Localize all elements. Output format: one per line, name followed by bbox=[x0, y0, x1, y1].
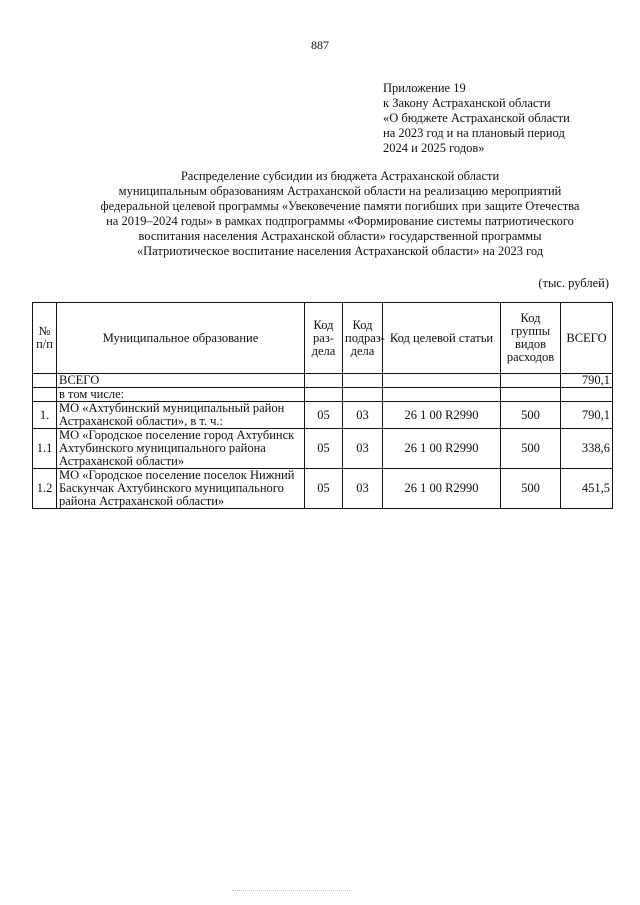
cell-subsection bbox=[343, 388, 383, 402]
title-line: федеральной целевой программы «Увековечение памяти погибших при защите Отечества bbox=[100, 199, 580, 213]
page-number: 887 bbox=[311, 38, 329, 52]
cell-municipality: МО «Городское поселение поселок Нижний Баскунчак Ахтубинского муниципального района Астраханской области» bbox=[57, 469, 305, 509]
appendix-line: на 2023 год и на плановый период bbox=[383, 126, 565, 140]
appendix-line: Приложение 19 bbox=[383, 81, 466, 95]
cell-target bbox=[383, 374, 501, 388]
cell-municipality: ВСЕГО bbox=[57, 374, 305, 388]
cell-total: 338,6 bbox=[561, 429, 613, 469]
cell-group: 500 bbox=[501, 469, 561, 509]
title-line: Распределение субсидии из бюджета Астраханской области bbox=[180, 169, 500, 183]
appendix-line: 2024 и 2025 годов» bbox=[383, 141, 485, 155]
cell-municipality: МО «Ахтубинский муниципальный район Астраханской области», в т. ч.: bbox=[57, 402, 305, 429]
cell-total: 790,1 bbox=[561, 374, 613, 388]
cell-section bbox=[305, 388, 343, 402]
cell-section bbox=[305, 374, 343, 388]
cell-total: 790,1 bbox=[561, 402, 613, 429]
header-num: № п/п bbox=[33, 303, 57, 374]
document-title bbox=[60, 169, 620, 259]
units-label: (тыс. рублей) bbox=[538, 276, 609, 290]
cell-num: 1.1 bbox=[33, 429, 57, 469]
cell-subsection: 03 bbox=[343, 402, 383, 429]
appendix-line: «О бюджете Астраханской области bbox=[383, 111, 570, 125]
cell-section: 05 bbox=[305, 429, 343, 469]
cell-group: 500 bbox=[501, 429, 561, 469]
cell-municipality: МО «Городское поселение город Ахтубинск Ахтубинского муниципального района Астраханской области» bbox=[57, 429, 305, 469]
cell-num bbox=[33, 374, 57, 388]
budget-table bbox=[32, 302, 613, 509]
cell-municipality: в том числе: bbox=[57, 388, 305, 402]
cell-total: 451,5 bbox=[561, 469, 613, 509]
header-section-code: Код раз-дела bbox=[305, 303, 343, 374]
table-row bbox=[33, 374, 613, 388]
title-line: муниципальным образованиям Астраханской области на реализацию мероприятий bbox=[118, 184, 562, 198]
cell-subsection: 03 bbox=[343, 469, 383, 509]
cell-num: 1. bbox=[33, 402, 57, 429]
header-target-code: Код целевой статьи bbox=[383, 303, 501, 374]
header-total: ВСЕГО bbox=[561, 303, 613, 374]
cell-num bbox=[33, 388, 57, 402]
cell-group bbox=[501, 374, 561, 388]
cell-target bbox=[383, 388, 501, 402]
scan-edge-mark bbox=[232, 890, 352, 891]
appendix-block bbox=[383, 81, 570, 156]
table-row bbox=[33, 469, 613, 509]
table-header-row bbox=[33, 303, 613, 374]
cell-target: 26 1 00 R2990 bbox=[383, 402, 501, 429]
cell-subsection: 03 bbox=[343, 429, 383, 469]
cell-subsection bbox=[343, 374, 383, 388]
title-line: на 2019–2024 годы» в рамках подпрограммы «Формирование системы патриотического bbox=[106, 214, 574, 228]
title-line: «Патриотическое воспитание населения Астраханской области» на 2023 год bbox=[136, 244, 544, 258]
cell-total bbox=[561, 388, 613, 402]
cell-group bbox=[501, 388, 561, 402]
header-municipality: Муниципальное образование bbox=[57, 303, 305, 374]
header-expense-group-code: Код группы видов расходов bbox=[501, 303, 561, 374]
cell-section: 05 bbox=[305, 402, 343, 429]
table-row bbox=[33, 388, 613, 402]
cell-section: 05 bbox=[305, 469, 343, 509]
table-row bbox=[33, 402, 613, 429]
table-row bbox=[33, 429, 613, 469]
appendix-line: к Закону Астраханской области bbox=[383, 96, 551, 110]
cell-target: 26 1 00 R2990 bbox=[383, 429, 501, 469]
cell-target: 26 1 00 R2990 bbox=[383, 469, 501, 509]
cell-num: 1.2 bbox=[33, 469, 57, 509]
cell-group: 500 bbox=[501, 402, 561, 429]
header-subsection-code: Код подраз-дела bbox=[343, 303, 383, 374]
title-line: воспитания населения Астраханской области» государственной программы bbox=[138, 229, 542, 243]
